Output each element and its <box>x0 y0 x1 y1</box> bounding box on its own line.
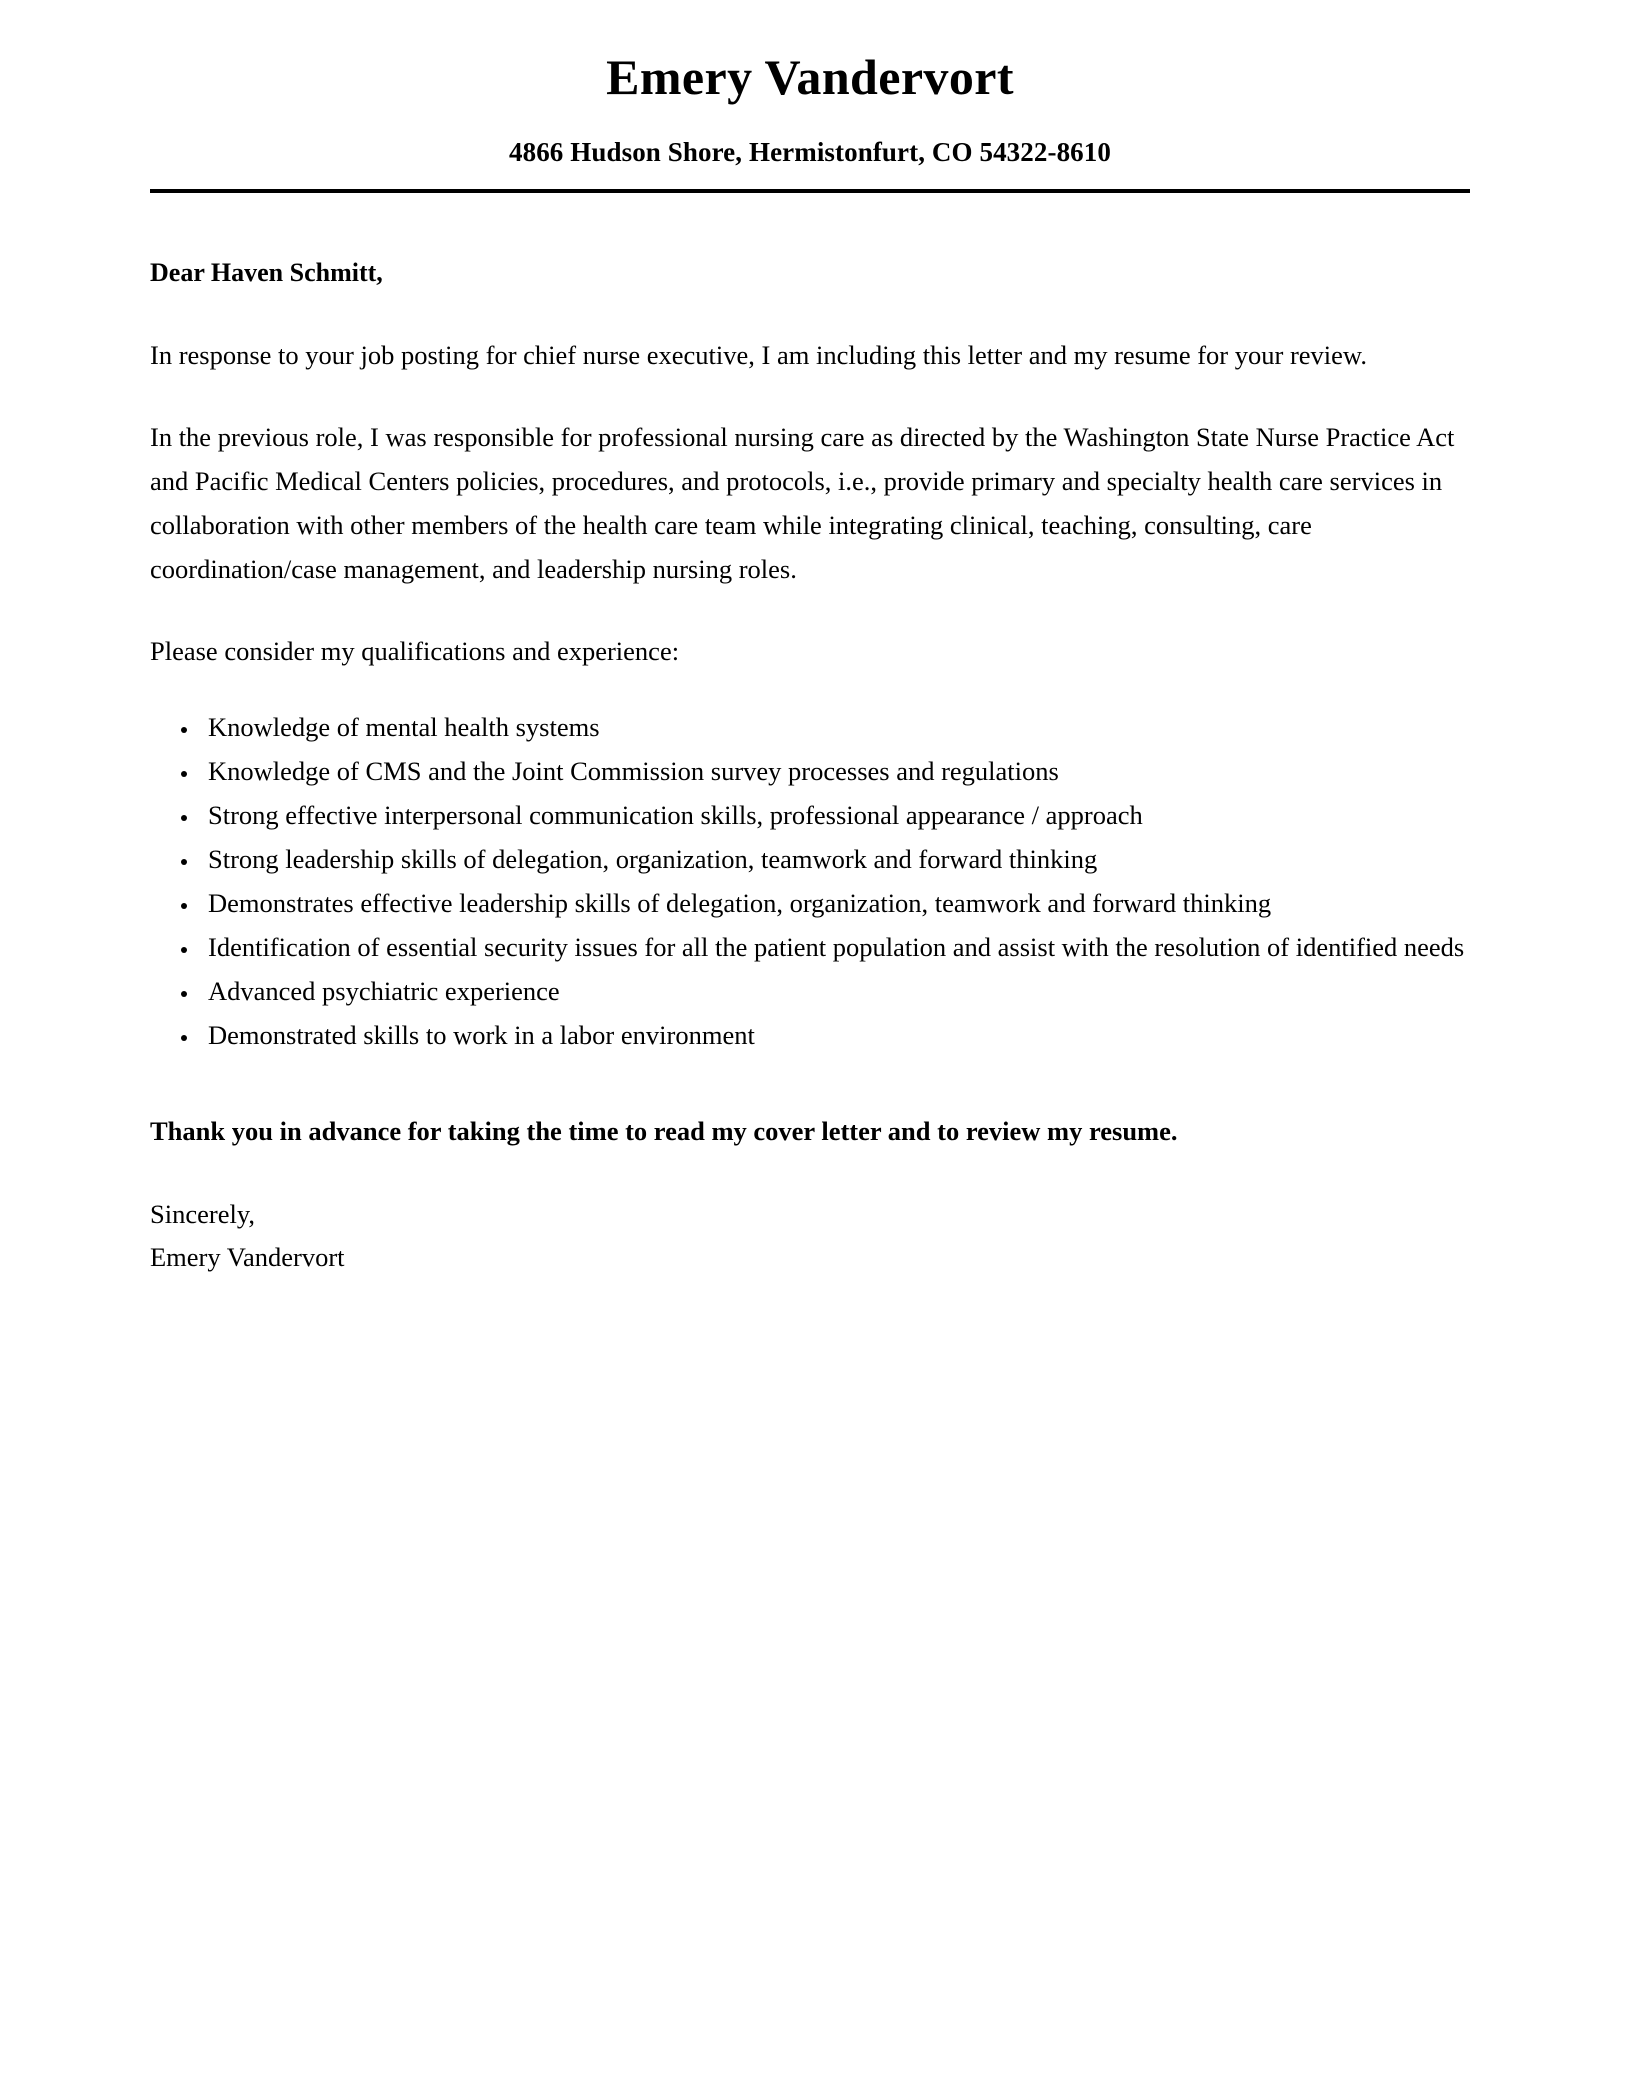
applicant-address: 4866 Hudson Shore, Hermistonfurt, CO 54322-8610 <box>509 137 1111 167</box>
list-item: • Strong effective interpersonal communication skills, professional appearance / approach <box>200 793 1470 837</box>
signature-name: Emery Vandervort <box>150 1242 345 1272</box>
letter-content <box>150 0 1470 1279</box>
list-item: • Demonstrates effective leadership skills of delegation, organization, teamwork and forward thinking <box>200 881 1470 925</box>
signoff-block <box>150 1193 1470 1279</box>
qualifications-list <box>150 705 1470 1057</box>
list-item: • Knowledge of mental health systems <box>200 705 1470 749</box>
letterhead <box>150 0 1470 193</box>
body-paragraph-1: In response to your job posting for chief nurse executive, I am including this letter and my resume for your review. <box>150 340 1367 370</box>
list-item: • Strong leadership skills of delegation, organization, teamwork and forward thinking <box>200 837 1470 881</box>
letter-body <box>150 193 1470 1279</box>
list-item: • Demonstrated skills to work in a labor environment <box>200 1013 1470 1057</box>
list-item: • Knowledge of CMS and the Joint Commission survey processes and regulations <box>200 749 1470 793</box>
applicant-name: Emery Vandervort <box>606 49 1014 105</box>
list-item: • Advanced psychiatric experience <box>200 969 1470 1013</box>
list-item: • Identification of essential security issues for all the patient population and assist with the resolution of identified needs <box>200 925 1470 969</box>
closing-statement: Thank you in advance for taking the time to read my cover letter and to review my resume. <box>150 1116 1178 1146</box>
body-paragraph-2: In the previous role, I was responsible for professional nursing care as directed by the Washington State Nurse Practice Act and Pacific Medical Centers policies, procedures, and protocols, i.e., provide primary and specialty health care services in collaboration with other members of the health care team while integrating clinical, teaching, consulting, care coordination/case management, and leadership nursing roles. <box>150 422 1455 584</box>
body-paragraph-3: Please consider my qualifications and experience: <box>150 636 680 666</box>
valediction: Sincerely, <box>150 1199 255 1229</box>
salutation: Dear Haven Schmitt, <box>150 258 383 287</box>
